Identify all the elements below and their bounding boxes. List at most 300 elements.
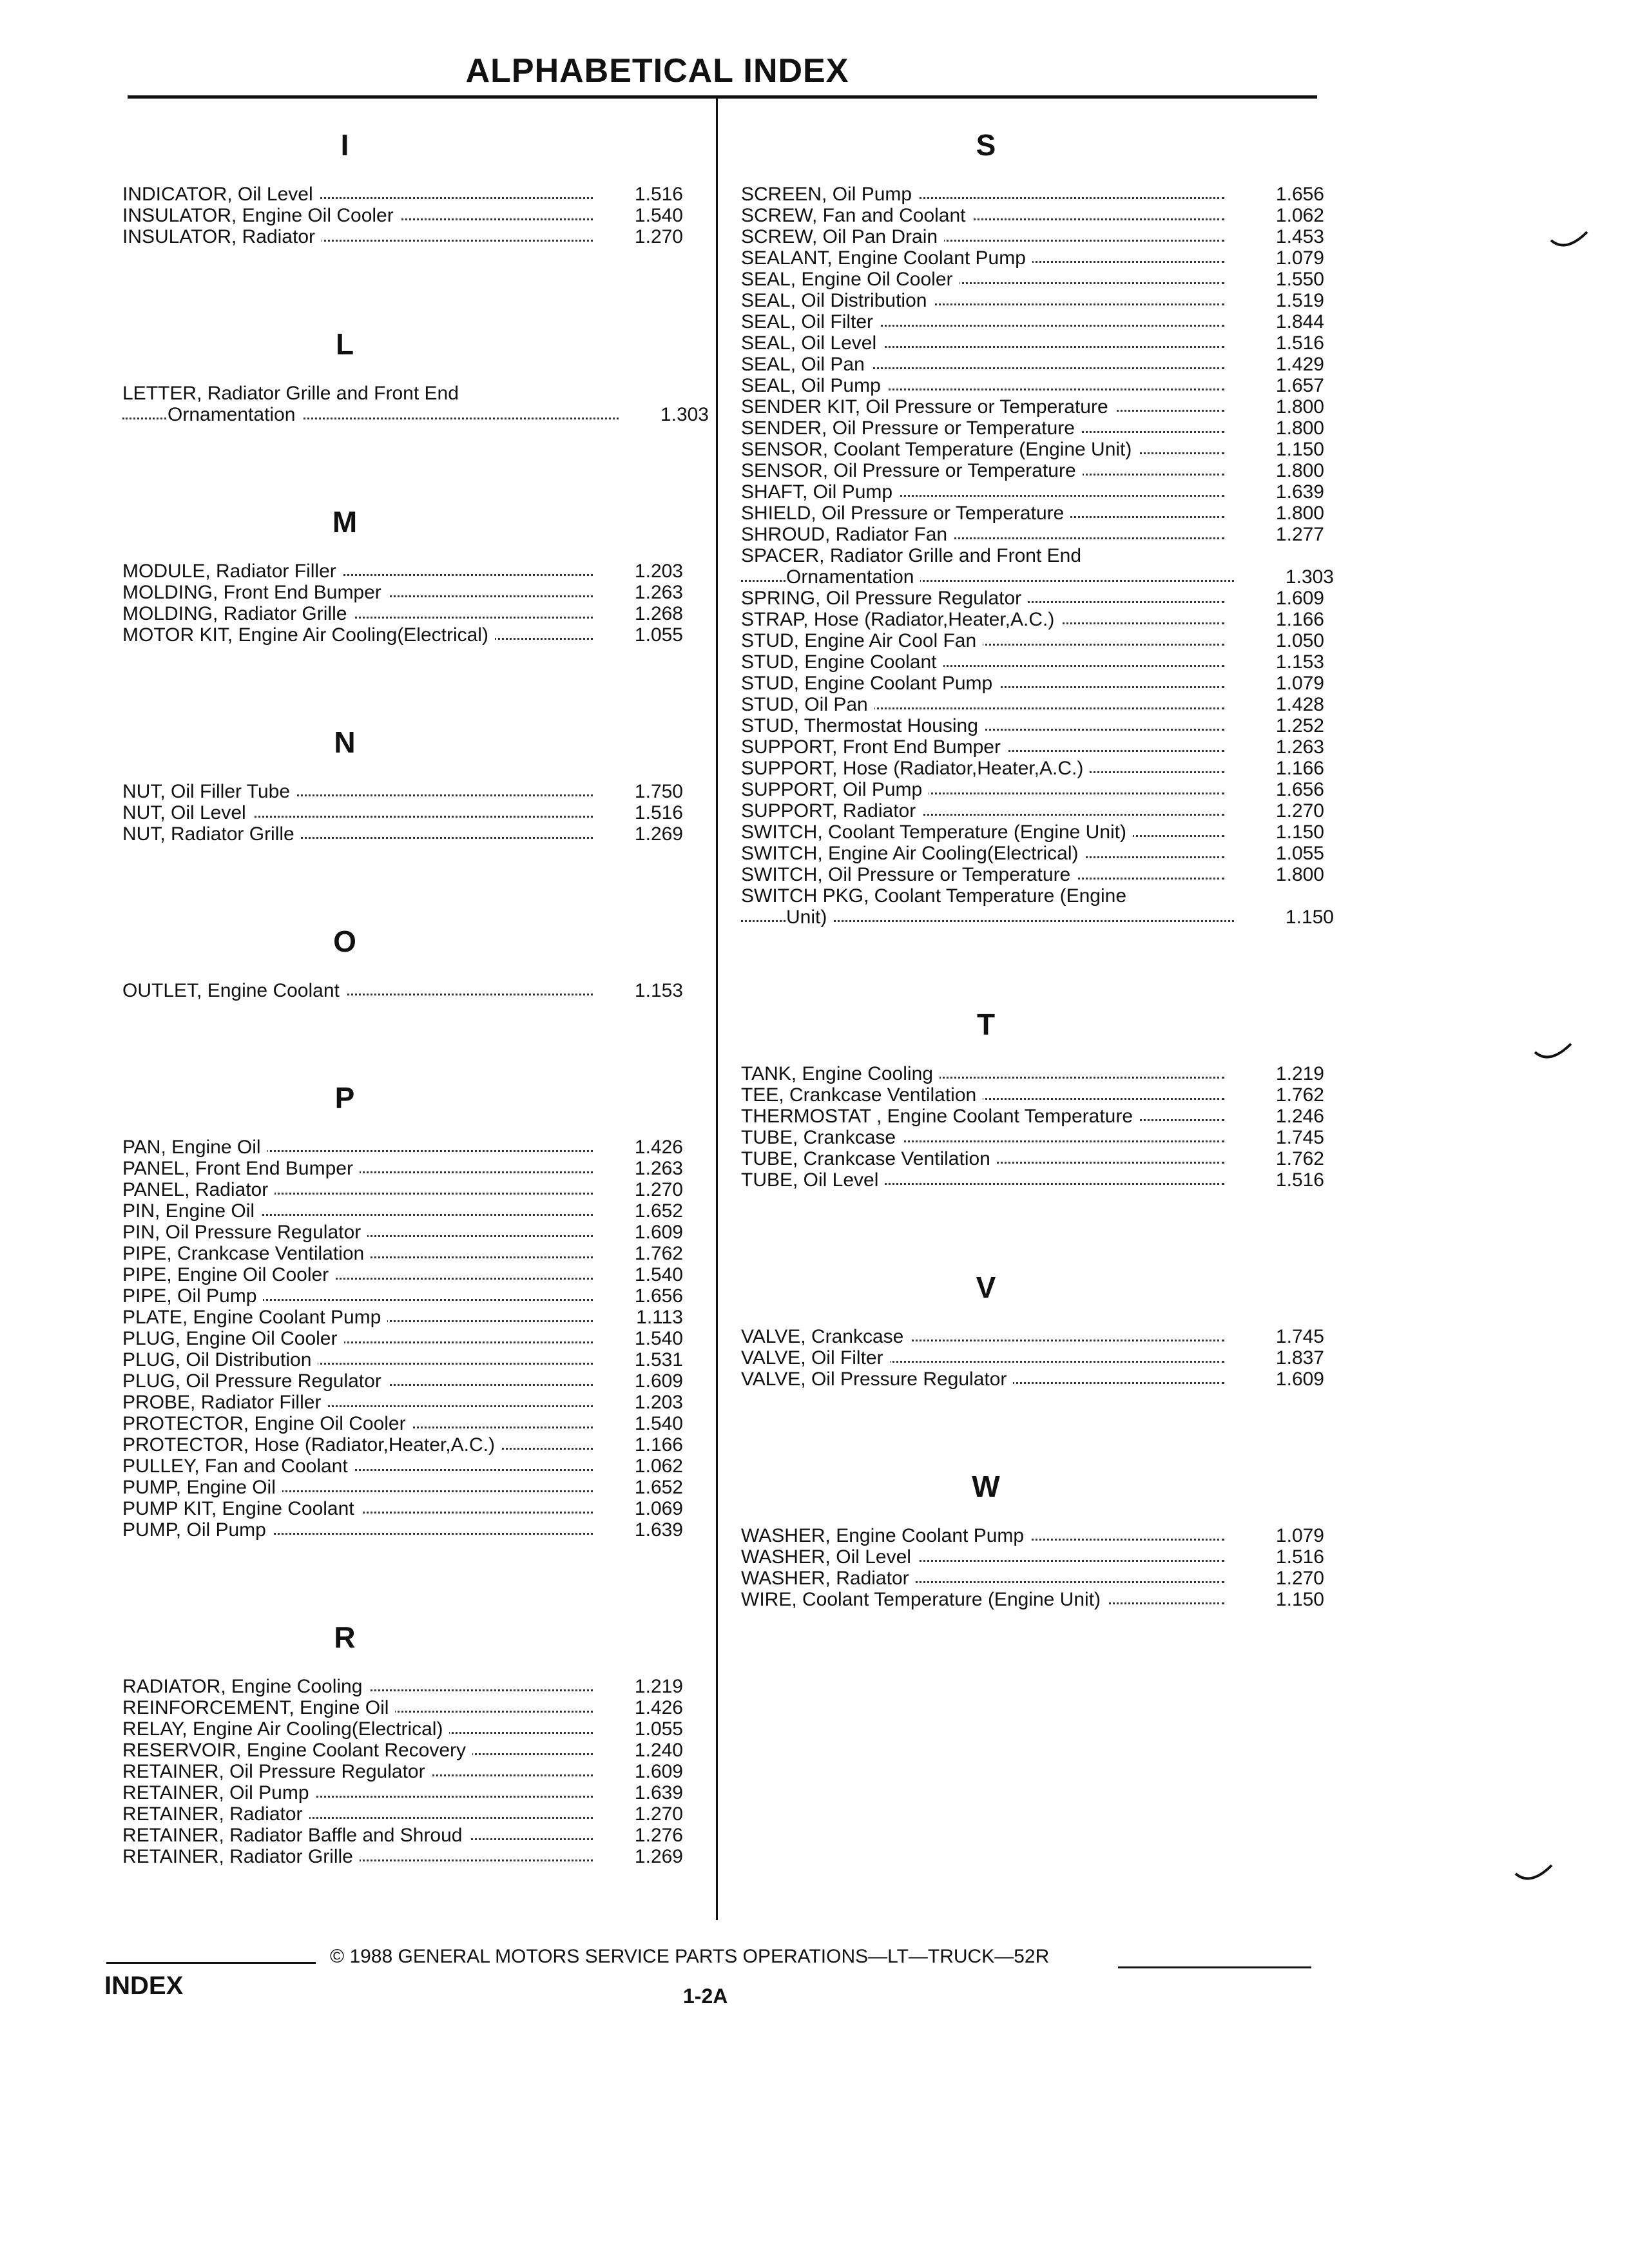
entry-page-ref: 1.246 [1275, 1106, 1324, 1127]
entry-name: SEAL, Engine Oil Cooler [741, 269, 959, 290]
index-entry [122, 1498, 709, 1519]
index-entry [741, 1148, 1334, 1169]
entry-name: PROBE, Radiator Filler [122, 1392, 327, 1413]
entry-name: INSULATOR, Radiator [122, 226, 322, 247]
entry-page-ref: 1.268 [634, 603, 683, 624]
index-entry [741, 1347, 1334, 1369]
entry-page-ref: 1.055 [634, 1718, 683, 1740]
entry-name: TUBE, Crankcase [741, 1127, 902, 1148]
entry-page-ref: 1.428 [1275, 694, 1324, 715]
entry-name: PROTECTOR, Hose (Radiator,Heater,A.C.) [122, 1434, 501, 1456]
index-entry [122, 1413, 709, 1434]
entry-name: SPRING, Oil Pressure Regulator [741, 588, 1028, 609]
index-entry [741, 503, 1334, 524]
footer-rule-right [1118, 1966, 1311, 1968]
entry-name: MOTOR KIT, Engine Air Cooling(Electrical) [122, 624, 495, 646]
index-entry [741, 184, 1334, 205]
index-entry [741, 779, 1334, 800]
entry-page-ref: 1.609 [1275, 588, 1324, 609]
left-index-column [122, 106, 709, 1925]
index-entry [122, 184, 709, 205]
index-section-o [122, 903, 709, 1059]
entry-page-ref: 1.516 [1275, 332, 1324, 354]
section-spacer [741, 928, 1334, 986]
entry-name: LETTER, Radiator Grille and Front End [122, 383, 459, 404]
entry-page-ref: 1.270 [1275, 800, 1324, 822]
entry-name: PUMP, Oil Pump [122, 1519, 273, 1541]
index-entry [741, 524, 1334, 545]
index-entry [122, 1285, 709, 1307]
entry-page-ref: 1.252 [1275, 715, 1324, 736]
entry-page-ref: 1.055 [1275, 843, 1324, 864]
index-entry [741, 205, 1334, 226]
entry-page-ref: 1.263 [634, 1158, 683, 1179]
index-section-i [122, 106, 709, 305]
section-spacer [122, 1541, 709, 1599]
entry-name: SCREW, Oil Pan Drain [741, 226, 944, 247]
entry-name: REINFORCEMENT, Engine Oil [122, 1697, 395, 1718]
index-entry [122, 1782, 709, 1803]
index-entry [741, 1589, 1334, 1610]
entry-page-ref: 1.657 [1275, 375, 1324, 396]
entry-name: PANEL, Radiator [122, 1179, 275, 1200]
section-letter: N [334, 726, 356, 759]
entry-page-ref: 1.639 [1275, 481, 1324, 503]
entry-name: SHIELD, Oil Pressure or Temperature [741, 503, 1070, 524]
index-entry [122, 1761, 709, 1782]
entry-name: STUD, Engine Coolant Pump [741, 673, 999, 694]
page-number: 1-2A [683, 1984, 728, 2008]
entry-name: VALVE, Oil Filter [741, 1347, 890, 1369]
entry-name: MOLDING, Front End Bumper [122, 582, 388, 603]
index-section-s [741, 106, 1334, 986]
entry-page-ref: 1.656 [634, 1285, 683, 1307]
entry-page-ref: 1.656 [1275, 184, 1324, 205]
entry-page-ref: 1.639 [634, 1519, 683, 1541]
entry-page-ref: 1.113 [636, 1307, 683, 1328]
index-entry [741, 885, 1334, 907]
index-entry [122, 624, 709, 646]
index-entry [741, 673, 1334, 694]
entry-name: PIPE, Oil Pump [122, 1285, 263, 1307]
entry-name: SEAL, Oil Level [741, 332, 883, 354]
entry-page-ref: 1.270 [634, 1803, 683, 1825]
entry-name-continuation: Ornamentation [168, 404, 302, 425]
entry-page-ref: 1.277 [1275, 524, 1324, 545]
index-entry [122, 603, 709, 624]
section-letter: V [976, 1271, 996, 1304]
entry-name: PUMP KIT, Engine Coolant [122, 1498, 361, 1519]
entry-page-ref: 1.269 [634, 1846, 683, 1867]
entry-page-ref: 1.609 [634, 1761, 683, 1782]
entry-name: PIPE, Crankcase Ventilation [122, 1243, 371, 1264]
index-entry [741, 247, 1334, 269]
section-letter: T [976, 1008, 996, 1041]
entry-page-ref: 1.079 [1275, 1525, 1324, 1546]
entry-name: PUMP, Engine Oil [122, 1477, 282, 1498]
index-entry [122, 980, 709, 1001]
section-spacer [122, 1001, 709, 1059]
entry-name: STUD, Oil Pan [741, 694, 874, 715]
entry-name: RETAINER, Oil Pressure Regulator [122, 1761, 432, 1782]
entry-name: RETAINER, Radiator Grille [122, 1846, 360, 1867]
entry-page-ref: 1.269 [634, 823, 683, 845]
entry-page-ref: 1.800 [1275, 460, 1324, 481]
index-entry [122, 1846, 709, 1867]
entry-page-ref: 1.639 [634, 1782, 683, 1803]
section-spacer [122, 646, 709, 704]
entry-page-ref: 1.276 [634, 1825, 683, 1846]
index-section-w [741, 1448, 1334, 1668]
entry-page-ref: 1.270 [634, 226, 683, 247]
entry-page-ref: 1.762 [1275, 1084, 1324, 1106]
section-spacer [122, 247, 709, 305]
entry-page-ref: 1.166 [1275, 609, 1324, 630]
index-entry [122, 205, 709, 226]
entry-name: SWITCH, Engine Air Cooling(Electrical) [741, 843, 1085, 864]
index-entry [741, 226, 1334, 247]
entry-name: TANK, Engine Cooling [741, 1063, 940, 1084]
entry-page-ref: 1.426 [634, 1697, 683, 1718]
section-letter: L [335, 327, 354, 361]
entry-page-ref: 1.519 [1275, 290, 1324, 311]
index-entry [741, 843, 1334, 864]
entry-page-ref: 1.055 [634, 624, 683, 646]
index-entry [741, 375, 1334, 396]
index-entry [122, 1179, 709, 1200]
index-entry [741, 1525, 1334, 1546]
index-entry [741, 758, 1334, 779]
entry-name: NUT, Radiator Grille [122, 823, 301, 845]
entry-name: TUBE, Crankcase Ventilation [741, 1148, 997, 1169]
index-entry [122, 781, 709, 802]
index-entry [741, 1169, 1334, 1191]
index-entry [122, 1477, 709, 1498]
entry-name: PLUG, Oil Pressure Regulator [122, 1370, 388, 1392]
index-entry [122, 582, 709, 603]
entry-name: SHROUD, Radiator Fan [741, 524, 954, 545]
title-rule [128, 95, 1317, 99]
index-entry [741, 736, 1334, 758]
entry-page-ref: 1.153 [1275, 651, 1324, 673]
index-entry [741, 460, 1334, 481]
entry-name: PIPE, Engine Oil Cooler [122, 1264, 335, 1285]
entry-name-continuation: Ornamentation [786, 566, 920, 588]
entry-name: SUPPORT, Oil Pump [741, 779, 929, 800]
entry-name: THERMOSTAT , Engine Coolant Temperature [741, 1106, 1139, 1127]
entry-name: INSULATOR, Engine Oil Cooler [122, 205, 400, 226]
entry-name: SEAL, Oil Distribution [741, 290, 933, 311]
entry-page-ref: 1.150 [1275, 1589, 1324, 1610]
index-entry [741, 864, 1334, 885]
section-spacer [741, 1191, 1334, 1249]
margin-tick-mark [1550, 229, 1588, 255]
index-entry [741, 1084, 1334, 1106]
entry-name: RETAINER, Oil Pump [122, 1782, 316, 1803]
entry-page-ref: 1.652 [634, 1200, 683, 1222]
column-divider [716, 97, 718, 1920]
index-entry [122, 1718, 709, 1740]
index-entry [741, 609, 1334, 630]
index-entry [122, 802, 709, 823]
entry-page-ref: 1.540 [634, 205, 683, 226]
index-entry-continuation [741, 566, 1334, 588]
entry-name: PIN, Engine Oil [122, 1200, 261, 1222]
entry-name: STUD, Engine Air Cool Fan [741, 630, 983, 651]
index-section-p [122, 1059, 709, 1599]
index-entry [741, 418, 1334, 439]
entry-page-ref: 1.609 [634, 1222, 683, 1243]
entry-page-ref: 1.303 [660, 404, 709, 425]
entry-page-ref: 1.263 [1275, 736, 1324, 758]
margin-tick-mark [1534, 1041, 1572, 1066]
index-entry [122, 383, 709, 404]
entry-page-ref: 1.745 [1275, 1326, 1324, 1347]
entry-page-ref: 1.516 [1275, 1169, 1324, 1191]
entry-page-ref: 1.540 [634, 1328, 683, 1349]
index-entry [122, 1519, 709, 1541]
entry-name: SWITCH, Oil Pressure or Temperature [741, 864, 1077, 885]
entry-page-ref: 1.166 [634, 1434, 683, 1456]
entry-name: PIN, Oil Pressure Regulator [122, 1222, 367, 1243]
index-entry [122, 1158, 709, 1179]
entry-page-ref: 1.062 [634, 1456, 683, 1477]
index-entry [741, 822, 1334, 843]
index-entry [741, 630, 1334, 651]
section-letter: M [332, 505, 358, 539]
entry-page-ref: 1.069 [634, 1498, 683, 1519]
index-entry [741, 1063, 1334, 1084]
entry-page-ref: 1.837 [1275, 1347, 1324, 1369]
entry-name-continuation: Unit) [786, 907, 833, 928]
entry-name: TEE, Crankcase Ventilation [741, 1084, 983, 1106]
entry-name: STUD, Thermostat Housing [741, 715, 985, 736]
entry-name: NUT, Oil Filler Tube [122, 781, 296, 802]
index-entry [741, 800, 1334, 822]
entry-name: SUPPORT, Radiator [741, 800, 922, 822]
index-entry [122, 561, 709, 582]
entry-page-ref: 1.516 [634, 184, 683, 205]
entry-name: MOLDING, Radiator Grille [122, 603, 353, 624]
index-entry [122, 1697, 709, 1718]
index-entry [741, 545, 1334, 566]
entry-name: WASHER, Radiator [741, 1568, 916, 1589]
entry-name: SWITCH, Coolant Temperature (Engine Unit) [741, 822, 1133, 843]
entry-page-ref: 1.270 [634, 1179, 683, 1200]
index-entry [741, 651, 1334, 673]
entry-name: SCREW, Fan and Coolant [741, 205, 972, 226]
entry-name: SEALANT, Engine Coolant Pump [741, 247, 1032, 269]
entry-page-ref: 1.150 [1275, 439, 1324, 460]
entry-page-ref: 1.079 [1275, 673, 1324, 694]
entry-page-ref: 1.656 [1275, 779, 1324, 800]
section-letter: I [340, 128, 349, 162]
entry-name: NUT, Oil Level [122, 802, 253, 823]
entry-name: RESERVOIR, Engine Coolant Recovery [122, 1740, 472, 1761]
index-entry [741, 1326, 1334, 1347]
entry-name: SENDER, Oil Pressure or Temperature [741, 418, 1081, 439]
index-section-t [741, 986, 1334, 1249]
entry-page-ref: 1.270 [1275, 1568, 1324, 1589]
entry-page-ref: 1.062 [1275, 205, 1324, 226]
entry-page-ref: 1.550 [1275, 269, 1324, 290]
entry-name: SEAL, Oil Filter [741, 311, 880, 332]
entry-name: VALVE, Oil Pressure Regulator [741, 1369, 1013, 1390]
entry-page-ref: 1.153 [634, 980, 683, 1001]
index-entry [122, 1243, 709, 1264]
entry-page-ref: 1.429 [1275, 354, 1324, 375]
index-entry [122, 823, 709, 845]
index-section-r [122, 1599, 709, 1925]
entry-page-ref: 1.750 [634, 781, 683, 802]
index-entry [741, 694, 1334, 715]
section-letter: S [976, 128, 996, 162]
index-entry [741, 1106, 1334, 1127]
section-spacer [741, 1610, 1334, 1668]
index-entry [741, 481, 1334, 503]
entry-name: PLATE, Engine Coolant Pump [122, 1307, 387, 1328]
entry-name: SUPPORT, Front End Bumper [741, 736, 1007, 758]
entry-page-ref: 1.303 [1285, 566, 1334, 588]
entry-name: STRAP, Hose (Radiator,Heater,A.C.) [741, 609, 1061, 630]
entry-page-ref: 1.166 [1275, 758, 1324, 779]
section-spacer [122, 1867, 709, 1925]
entry-name: PROTECTOR, Engine Oil Cooler [122, 1413, 412, 1434]
index-entry [122, 1200, 709, 1222]
index-entry [122, 1392, 709, 1413]
entry-page-ref: 1.531 [634, 1349, 683, 1370]
entry-page-ref: 1.203 [634, 561, 683, 582]
entry-page-ref: 1.426 [634, 1137, 683, 1158]
section-spacer [122, 845, 709, 903]
entry-page-ref: 1.540 [634, 1413, 683, 1434]
copyright-notice: © 1988 GENERAL MOTORS SERVICE PARTS OPERATIONS—LT—TRUCK—52R [330, 1946, 1050, 1967]
entry-name: MODULE, Radiator Filler [122, 561, 343, 582]
entry-name: SUPPORT, Hose (Radiator,Heater,A.C.) [741, 758, 1090, 779]
entry-page-ref: 1.652 [634, 1477, 683, 1498]
index-entry [741, 396, 1334, 418]
section-spacer [122, 425, 709, 483]
entry-page-ref: 1.263 [634, 582, 683, 603]
index-entry [122, 1307, 709, 1328]
entry-page-ref: 1.745 [1275, 1127, 1324, 1148]
index-entry [741, 332, 1334, 354]
entry-name: WASHER, Oil Level [741, 1546, 918, 1568]
index-entry [741, 1546, 1334, 1568]
index-entry [741, 1127, 1334, 1148]
entry-name: WASHER, Engine Coolant Pump [741, 1525, 1030, 1546]
entry-page-ref: 1.150 [1285, 907, 1334, 928]
entry-name: SENSOR, Coolant Temperature (Engine Unit) [741, 439, 1138, 460]
entry-page-ref: 1.453 [1275, 226, 1324, 247]
entry-page-ref: 1.609 [634, 1370, 683, 1392]
entry-name: OUTLET, Engine Coolant [122, 980, 346, 1001]
entry-name: SCREEN, Oil Pump [741, 184, 918, 205]
section-letter: O [333, 925, 356, 958]
entry-name: PAN, Engine Oil [122, 1137, 267, 1158]
entry-name: SPACER, Radiator Grille and Front End [741, 545, 1082, 566]
entry-name: VALVE, Crankcase [741, 1326, 910, 1347]
footer-rule-left [106, 1962, 316, 1964]
entry-name: RADIATOR, Engine Cooling [122, 1676, 369, 1697]
entry-page-ref: 1.240 [634, 1740, 683, 1761]
entry-page-ref: 1.516 [1275, 1546, 1324, 1568]
entry-name: SWITCH PKG, Coolant Temperature (Engine [741, 885, 1127, 907]
entry-page-ref: 1.203 [634, 1392, 683, 1413]
index-entry [122, 1825, 709, 1846]
entry-page-ref: 1.516 [634, 802, 683, 823]
index-entry [122, 1137, 709, 1158]
entry-name: SENDER KIT, Oil Pressure or Temperature [741, 396, 1115, 418]
index-entry [741, 715, 1334, 736]
entry-page-ref: 1.150 [1275, 822, 1324, 843]
entry-name: SENSOR, Oil Pressure or Temperature [741, 460, 1083, 481]
entry-name: PLUG, Engine Oil Cooler [122, 1328, 344, 1349]
index-entry-continuation [122, 404, 709, 425]
entry-page-ref: 1.079 [1275, 247, 1324, 269]
entry-name: SHAFT, Oil Pump [741, 481, 899, 503]
index-entry [741, 1369, 1334, 1390]
page-title: ALPHABETICAL INDEX [465, 52, 849, 90]
index-entry-continuation [741, 907, 1334, 928]
entry-page-ref: 1.800 [1275, 418, 1324, 439]
entry-page-ref: 1.219 [634, 1676, 683, 1697]
entry-page-ref: 1.800 [1275, 396, 1324, 418]
index-entry [741, 439, 1334, 460]
entry-name: PLUG, Oil Distribution [122, 1349, 318, 1370]
section-letter: P [334, 1081, 355, 1115]
entry-name: SEAL, Oil Pump [741, 375, 887, 396]
section-label: INDEX [104, 1972, 184, 2000]
right-index-column [741, 106, 1334, 1668]
index-entry [122, 1676, 709, 1697]
index-entry [122, 226, 709, 247]
index-section-v [741, 1249, 1334, 1448]
entry-name: RETAINER, Radiator Baffle and Shroud [122, 1825, 469, 1846]
index-entry [741, 588, 1334, 609]
index-entry [741, 1568, 1334, 1589]
entry-name: SEAL, Oil Pan [741, 354, 871, 375]
entry-name: RELAY, Engine Air Cooling(Electrical) [122, 1718, 449, 1740]
index-entry [122, 1328, 709, 1349]
index-entry [741, 354, 1334, 375]
entry-page-ref: 1.609 [1275, 1369, 1324, 1390]
index-entry [122, 1803, 709, 1825]
entry-page-ref: 1.219 [1275, 1063, 1324, 1084]
entry-name: PANEL, Front End Bumper [122, 1158, 360, 1179]
section-letter: W [972, 1470, 1000, 1503]
entry-name: PULLEY, Fan and Coolant [122, 1456, 354, 1477]
index-entry [741, 290, 1334, 311]
entry-name: INDICATOR, Oil Level [122, 184, 320, 205]
entry-page-ref: 1.800 [1275, 864, 1324, 885]
entry-page-ref: 1.800 [1275, 503, 1324, 524]
index-entry [741, 269, 1334, 290]
index-entry [122, 1349, 709, 1370]
section-letter: R [334, 1620, 356, 1654]
entry-page-ref: 1.844 [1275, 311, 1324, 332]
entry-name: WIRE, Coolant Temperature (Engine Unit) [741, 1589, 1107, 1610]
entry-page-ref: 1.762 [1275, 1148, 1324, 1169]
entry-name: STUD, Engine Coolant [741, 651, 943, 673]
index-entry [122, 1370, 709, 1392]
index-section-l [122, 305, 709, 483]
entry-page-ref: 1.762 [634, 1243, 683, 1264]
margin-tick-mark [1514, 1862, 1553, 1888]
entry-page-ref: 1.540 [634, 1264, 683, 1285]
entry-name: TUBE, Oil Level [741, 1169, 885, 1191]
index-entry [122, 1456, 709, 1477]
